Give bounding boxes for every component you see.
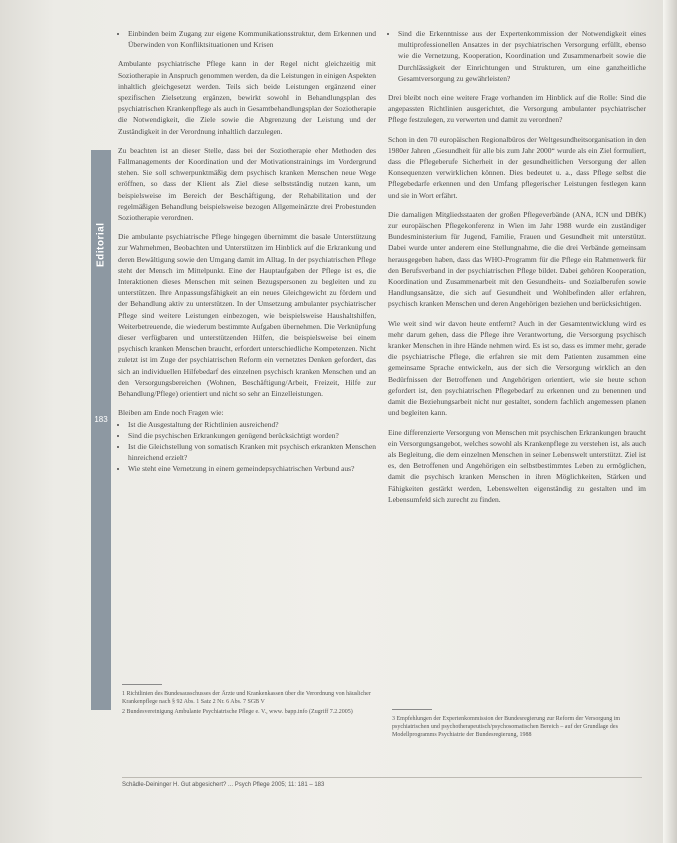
paragraph: Eine differenzierte Versorgung von Menschen mit psychischen Erkrankungen braucht ein Versorgungsangebot, welches sowohl als Krankenpflege zu verstehen ist, als auch als Begleitung, die dem einzelnen Menschen in seiner Lebenswelt unterstützt. Ziel ist es, den Betroffenen und Angehörigen ein selbstbestimmtes Leben zu ermöglichen, damit die psychisch kranken Menschen in ihren Möglichkeiten, Stärken und Fähigkeiten gestärkt werden, Lebenswelten eigenständig zu gestalten und im Lebensumfeld sich zurecht zu finden.	[388, 427, 646, 504]
list-intro: Bleiben am Ende noch Fragen wie:	[118, 408, 224, 418]
right-column	[388, 28, 646, 513]
paragraph: Ambulante psychiatrische Pflege kann in der Regel nicht gleichzeitig mit Soziotherapie in Anspruch genommen werden, da die Leistungen in einigen Aspekten inhaltlich gleichgesetzt werden. Teils sich beide Leistungen ergänzend einer spezifischen Zielsetzung ergänzen, bewirkt sowohl in Behandlungsplan des psychiatrischen Krankenpflege als auch in Gesamtbehandlungsplan der Soziotherapie die Notwendigkeit, die Ziele sowie die Abgrenzung der Leistung und der Zuständigkeit in der Verordnung inhaltlich darzulegen.	[118, 59, 376, 136]
list-item: • Einbinden beim Zugang zur eigene Kommunikationsstruktur, dem Erkennen und Überwinden von Konfliktsituationen und Krisen	[128, 28, 376, 50]
footnotes-right	[392, 715, 644, 742]
side-page-number: 183	[94, 414, 108, 424]
right-bullet-list	[388, 28, 646, 84]
footnotes-left	[122, 690, 374, 719]
list-item: • Ist die Ausgestaltung der Richtlinien ausreichend?	[128, 419, 376, 430]
list-item: • Ist die Gleichstellung von somatisch Kranken mit psychisch erkrankten Menschen hinreichend erzielt?	[128, 441, 376, 463]
paragraph: Wie weit sind wir davon heute entfernt? Auch in der Gesamtentwicklung wird es mehr darum gehen, dass die Pflege ihre Verantwortung, die Versorgung psychisch kranker Menschen in ihre Hände nehmen wird. Es ist so, dass es immer mehr, gerade die psychiatrische Pflege, die erfahren sie mit dem Patienten zusammen eine gemeinsame Sprache entwickeln, aus der sich die Versorgung wirklich an den Bedürfnissen der Betroffenen und Angehörigen orientiert, wie sie heute schon gefordert ist, den psychiatrischen Pflegebedarf zu erkennen und zu benennen und damit die Beziehungsarbeit nicht nur gestaltet, sondern fachlich angemessen planen und begleiten kann.	[388, 318, 646, 418]
list-item: • Wie steht eine Vernetzung in einem gemeindepsychiatrischen Verbund aus?	[128, 463, 376, 474]
paragraph: Die ambulante psychiatrische Pflege hingegen übernimmt die basale Unterstützung zur Wahrnehmen, Beobachten und Unterstützen im Hinblick auf die Erkrankung und deren Bewältigung sowie den Umgang damit im Alltag. In der psychiatrischen Pflege steht der Mensch im Mittelpunkt. Eine der Hauptaufgaben der Pflege ist es, die Interaktionen dieses Menschen mit seinen Bezugspersonen zu begleiten und zu unterstützen. Ihre Anpassungsfähigkeit an ein neues Gleichgewicht zu fördern und der Behandlung aktiv zu unterstützen. In der Umsetzung ambulanter psychiatrischer Pflege sind weitere Leistungen einbezogen, wie beispielsweise Haushaltshilfen, Weiterbetreuende, die wiederum bestimmte Aufgaben übernehmen. Die Verknüpfung dieser verfügbaren und unterstützenden Hilfen, die beispielsweise bei einem psychisch kranken Menschen braucht, erfordert unterschiedliche Kompetenzen. Nicht zuletzt ist im Zuge der psychiatrischen Reform ein vernetztes Denken gefordert, das sich an individuellen Hilfebedarf des einzelnen psychisch kranken Menschen und an den Versorgungsbereichen (Wohnen, Beschäftigung/Arbeit, Freizeit, Hilfe zur Behandlung/Pflege) orientiert und nicht so sehr an Einzelleistungen.	[118, 232, 376, 399]
paragraph: Drei bleibt noch eine weitere Frage vorhanden im Hinblick auf die Rolle: Sind die angepassten Richtlinien ausgerichtet, die Versorgung ambulanter psychiatrischer Pflege festzulegen, zu verwerten und damit zu verordnen?	[388, 93, 646, 125]
page-footer: Schädle-Deininger H. Gut abgesichert? ... Psych Pflege 2005; 11: 181 – 183	[122, 782, 325, 788]
section-label: Editorial	[95, 222, 107, 268]
footnote-rule	[122, 684, 162, 685]
paragraph: Schon in den 70 europäischen Regionalbüros der Weltgesundheitsorganisation in den 1980er Jahren „Gesundheit für alle bis zum Jahr 2000“ wurde als ein Ziel formuliert, dass die Pflegeberufe Sicherheit in der gesundheitlichen Versorgung der allen Konsequenzen verwirklichen können. Dies bedeutet u. a., dass Pflege selbst die Pflegebedarfe erkennen und den Umfang pflegerischer Leistungen festlegen kann und sie in Wort erfährt.	[388, 134, 646, 200]
paragraph: Zu beachten ist an dieser Stelle, dass bei der Soziotherapie eher Methoden des Fallmanagements der Koordination und der Motivationstrainings im Vordergrund stehen. Sie soll schwerpunktmäßig dem psychisch kranken Menschen neue Wege eröffnen, so dass der Klient als Ziel diese selbstständig nutzen kann, um beispielsweise im Bereich der Beschäftigung, der Rehabilitation und der regelmäßigen Behandlung beispielsweise bezogen Allgemeinärzte drei Probestunden Soziotherapie verordnen.	[118, 145, 376, 223]
footnote-rule	[392, 709, 432, 710]
list-item: • Sind die Erkenntnisse aus der Expertenkommission der Notwendigkeit eines multiprofessionellen Ansatzes in der psychiatrischen Versorgung erfüllt, ebenso wie die Vernetzung, Kooperation, Koordination und Zusammenarbeit sowie die Durchlässigkeit der Einrichtungen und Strukturen, um eine ganzheitliche Gesamtversorgung zu gewährleisten?	[398, 28, 646, 84]
footer-rule	[122, 777, 642, 778]
list-item: • Sind die psychischen Erkrankungen genügend berücksichtigt worden?	[128, 430, 376, 441]
paragraph: Die damaligen Mitgliedsstaaten der großen Pflegeverbände (ANA, ICN und DBfK) zur europäischen Pflegekonferenz in Wien im Jahr 1988 wurde ein zuständiger Bundesministerium für Jugend, Familie, Frauen und Gesundheit mit unterstützt. Dabei wurde unter anderem eine Stellungnahme, die die drei Verbände gemeinsam herausgegeben haben, dass das WHO-Programm für die Pflege ein Rahmenwerk für den Berufsverband in der psychiatrischen Pflege bildet. Dabei gehören Kooperation, Koordination und Zusammenarbeit mit den Gesundheits- und Sozialberufen sowie Handlungsansätze, die sich auf Gesundheit und Wohlbefinden aller erfahren, psychisch kranken Menschen und deren Angehörigen beziehen und berücksichtigen.	[388, 209, 646, 309]
left-bullet-list	[118, 28, 376, 50]
left-column	[118, 28, 376, 483]
footnote: 1 Richtlinien des Bundesausschusses der Ärzte und Krankenkassen über die Verordnung von häuslicher Krankenpflege nach § 92 Abs. 1 Satz 2 Nr. 6 Abs. 7 SGB V	[122, 691, 371, 706]
footnote: 3 Empfehlungen der Expertenkommission der Bundesregierung zur Reform der Versorgung im psychiatrischen und psychotherapeutisch/psychosomatischen Bereich – auf der Grundlage des Modellprogramms Psychiatrie der Bundesregierung, 1988	[392, 716, 621, 739]
page-edge	[663, 0, 677, 843]
footnote: 2 Bundesvereinigung Ambulante Psychiatrische Pflege e. V., www. bapp.info (Zugriff 7.2.2005)	[122, 709, 353, 716]
question-list	[118, 419, 376, 475]
